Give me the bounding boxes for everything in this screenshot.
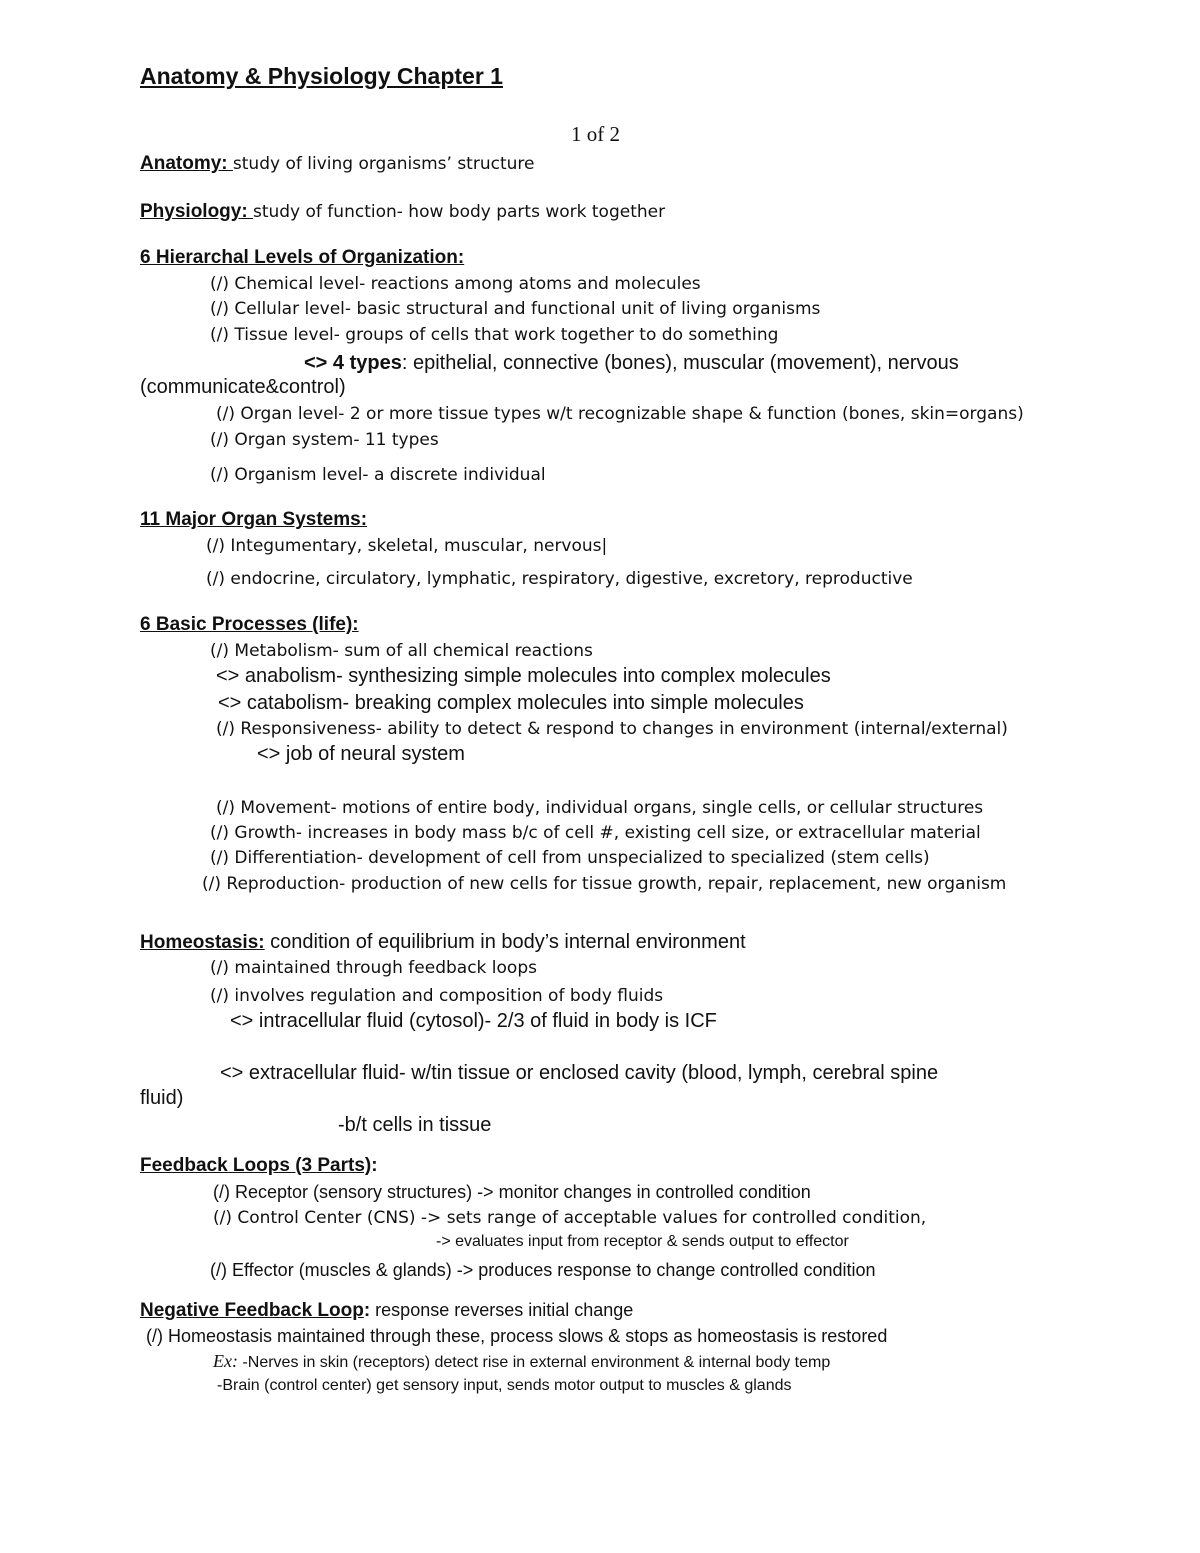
tissue-types-list: : epithelial, connective (bones), muscular (movement), nervous: [401, 352, 959, 374]
negative-definition: [140, 1299, 633, 1322]
homeostasis-def: condition of equilibrium in body’s internal environment: [264, 931, 746, 953]
feedback-heading-line: [140, 1155, 378, 1177]
physiology-definition: [140, 201, 665, 223]
process-growth: (/) Growth- increases in body mass b/c of cell #, existing cell size, or extracellular material: [210, 823, 981, 843]
level-organ-system: (/) Organ system- 11 types: [210, 430, 439, 450]
feedback-control-text: (/) Control Center (CNS) -> sets range of acceptable values for controlled condition,: [213, 1208, 927, 1228]
process-metabolism: (/) Metabolism- sum of all chemical reactions: [210, 641, 593, 661]
level-organism: (/) Organism level- a discrete individual: [210, 465, 546, 485]
tissue-types-label: <> 4 types: [304, 352, 402, 374]
negative-colon: :: [363, 1300, 371, 1321]
homeostasis-ecf: <> extracellular fluid- w/tin tissue or enclosed cavity (blood, lymph, cerebral spine: [220, 1062, 939, 1084]
negative-def: response reverses initial change: [370, 1300, 634, 1320]
example-label: Ex:: [213, 1351, 238, 1371]
feedback-colon: :: [371, 1155, 378, 1176]
level-cellular: (/) Cellular level- basic structural and functional unit of living organisms: [210, 299, 821, 319]
page-number: 1 of 2: [571, 122, 620, 146]
levels-heading: 6 Hierarchal Levels of Organization:: [140, 247, 465, 268]
anatomy-definition: [140, 153, 534, 175]
feedback-effector: (/) Effector (muscles & glands) -> produces response to change controlled condition: [210, 1260, 876, 1280]
negative-term: Negative Feedback Loop: [140, 1300, 364, 1321]
homeostasis-bt: -b/t cells in tissue: [338, 1114, 492, 1136]
tissue-types: [304, 351, 959, 375]
homeostasis-definition: [140, 930, 746, 954]
tissue-types-cont: (communicate&control): [140, 376, 346, 398]
anatomy-term: Anatomy:: [140, 153, 233, 174]
negative-example: [213, 1350, 830, 1374]
feedback-control: [213, 1207, 926, 1229]
homeostasis-ecf-cont: fluid): [140, 1087, 184, 1109]
homeostasis-term: Homeostasis:: [140, 932, 265, 953]
process-anabolism: <> anabolism- synthesizing simple molecules into complex molecules: [216, 665, 831, 687]
process-movement: (/) Movement- motions of entire body, individual organs, single cells, or cellular structures: [216, 798, 984, 818]
process-catabolism: <> catabolism- breaking complex molecules into simple molecules: [218, 692, 804, 714]
example-text: -Nerves in skin (receptors) detect rise in external environment & internal body temp: [237, 1354, 831, 1371]
systems-line-2: (/) endocrine, circulatory, lymphatic, respiratory, digestive, excretory, reproductive: [206, 569, 913, 589]
document-title: Anatomy & Physiology Chapter 1: [140, 63, 503, 89]
physiology-def: study of function- how body parts work together: [252, 202, 666, 222]
systems-heading: 11 Major Organ Systems:: [140, 509, 368, 530]
process-differentiation: (/) Differentiation- development of cell from unspecialized to specialized (stem cells): [210, 848, 930, 868]
processes-heading: 6 Basic Processes (life):: [140, 614, 359, 635]
systems-line-1: (/) Integumentary, skeletal, muscular, nervous|: [206, 536, 608, 556]
negative-line-3: -Brain (control center) get sensory input, sends motor output to muscles & glands: [217, 1377, 792, 1394]
feedback-heading: Feedback Loops (3 Parts): [140, 1155, 372, 1176]
feedback-control-2: -> evaluates input from receptor & sends output to effector: [436, 1233, 849, 1250]
process-neural: <> job of neural system: [257, 743, 465, 765]
homeostasis-maintained: (/) maintained through feedback loops: [210, 958, 537, 978]
level-chemical: (/) Chemical level- reactions among atoms and molecules: [210, 274, 701, 294]
level-organ: (/) Organ level- 2 or more tissue types w/t recognizable shape & function (bones, skin=organs): [216, 404, 1024, 424]
homeostasis-icf: <> intracellular fluid (cytosol)- 2/3 of fluid in body is ICF: [230, 1010, 717, 1032]
physiology-term: Physiology:: [140, 201, 253, 222]
process-reproduction: (/) Reproduction- production of new cells for tissue growth, repair, replacement, new organism: [202, 874, 1007, 894]
feedback-receptor: (/) Receptor (sensory structures) -> monitor changes in controlled condition: [213, 1182, 811, 1202]
negative-line-1: (/) Homeostasis maintained through these, process slows & stops as homeostasis is restored: [146, 1326, 888, 1346]
anatomy-def: study of living organisms’ structure: [232, 154, 535, 174]
process-responsiveness: (/) Responsiveness- ability to detect & respond to changes in environment (internal/external): [216, 719, 1008, 739]
homeostasis-involves: (/) involves regulation and composition of body fluids: [210, 986, 664, 1006]
level-tissue: (/) Tissue level- groups of cells that work together to do something: [210, 325, 779, 345]
